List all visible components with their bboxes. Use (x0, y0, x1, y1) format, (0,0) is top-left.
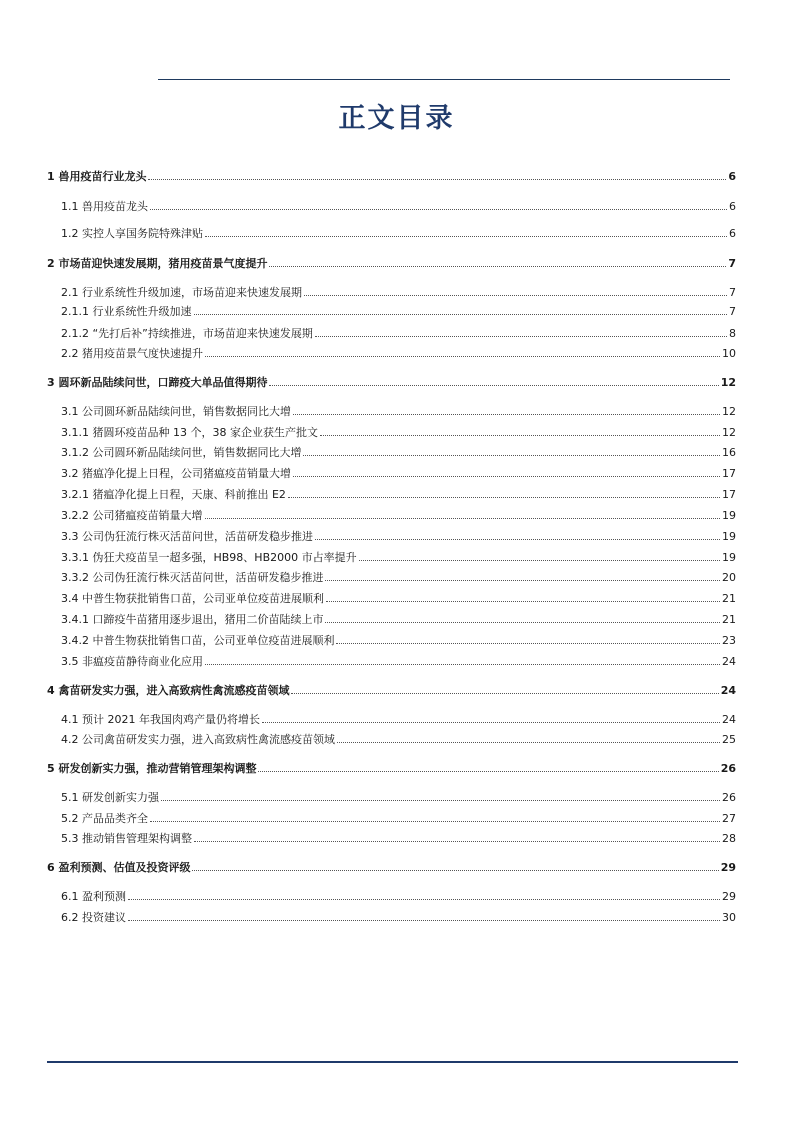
toc-entry-label: 1.2 实控人享国务院特殊津贴 (61, 227, 203, 240)
toc-entry-label: 3.4 中普生物获批销售口苗，公司亚单位疫苗进展顺利 (61, 592, 324, 605)
toc-entry-page-number: 26 (720, 762, 736, 775)
toc-entry-label: 1.1 兽用疫苗龙头 (61, 200, 148, 213)
toc-entry-label: 6.1 盈利预测 (61, 890, 126, 903)
toc-entry[interactable] (61, 467, 736, 480)
toc-entry-label: 3 圆环新品陆续问世，口蹄疫大单品值得期待 (47, 376, 268, 389)
toc-entry[interactable] (61, 426, 736, 439)
toc-entry[interactable] (61, 655, 736, 668)
dot-leader (293, 413, 720, 415)
dot-leader (205, 517, 721, 519)
toc-entry-label: 3.4.2 中普生物获批销售口苗，公司亚单位疫苗进展顺利 (61, 634, 335, 647)
dot-leader (194, 313, 728, 315)
dot-leader (150, 820, 720, 822)
dot-leader (336, 642, 720, 644)
toc-entry[interactable] (61, 227, 736, 240)
toc-entry-page-number: 24 (722, 713, 736, 726)
toc-entry-page-number: 8 (729, 327, 736, 340)
toc-entry-page-number: 7 (729, 286, 736, 299)
toc-entry-page-number: 30 (722, 911, 736, 924)
dot-leader (269, 265, 726, 267)
page-title: 正文目录 (338, 103, 455, 134)
toc-entry[interactable] (47, 684, 736, 697)
toc-entry-label: 2.1.2 “先打后补”持续推进，市场苗迎来快速发展期 (61, 327, 313, 340)
toc-entry-label: 6 盈利预测、估值及投资评级 (47, 861, 191, 874)
toc-entry-label: 3.1.2 公司圆环新品陆续问世，销售数据同比大增 (61, 446, 302, 459)
toc-entry-label: 3.2.2 公司猪瘟疫苗销量大增 (61, 509, 203, 522)
dot-leader (262, 721, 720, 723)
dot-leader (288, 496, 720, 498)
toc-entry-page-number: 7 (728, 257, 736, 270)
dot-leader (269, 384, 718, 386)
toc-entry-page-number: 6 (729, 227, 736, 240)
dot-leader (326, 600, 720, 602)
toc-entry-label: 6.2 投资建议 (61, 911, 126, 924)
dot-leader (148, 178, 726, 180)
bottom-rule (47, 1061, 738, 1063)
toc-entry-page-number: 23 (722, 634, 736, 647)
toc-entry[interactable] (61, 286, 736, 299)
toc-entry-page-number: 29 (720, 861, 736, 874)
toc-entry-page-number: 12 (720, 376, 736, 389)
toc-entry-label: 1 兽用疫苗行业龙头 (47, 170, 147, 183)
dot-leader (315, 538, 720, 540)
toc-entry-label: 2 市场苗迎快速发展期，猪用疫苗景气度提升 (47, 257, 268, 270)
toc-entry[interactable] (61, 327, 736, 340)
dot-leader (192, 869, 718, 871)
dot-leader (304, 294, 727, 296)
toc-entry[interactable] (61, 791, 736, 804)
toc-entry-label: 3.4.1 口蹄疫牛苗猪用逐步退出，猪用二价苗陆续上市 (61, 613, 324, 626)
toc-entry-page-number: 16 (722, 446, 736, 459)
toc-entry-label: 2.1.1 行业系统性升级加速 (61, 305, 192, 318)
toc-entry-label: 4 禽苗研发实力强，进入高致病性禽流感疫苗领域 (47, 684, 290, 697)
dot-leader (293, 475, 720, 477)
toc-entry-page-number: 24 (720, 684, 736, 697)
dot-leader (128, 898, 720, 900)
toc-entry[interactable] (61, 890, 736, 903)
toc-entry-page-number: 28 (722, 832, 736, 845)
toc-entry[interactable] (61, 713, 736, 726)
toc-entry-label: 4.1 预计 2021 年我国肉鸡产量仍将增长 (61, 713, 260, 726)
toc-entry[interactable] (61, 200, 736, 213)
toc-entry-label: 3.1.1 猪圆环疫苗品种 13 个，38 家企业获生产批文 (61, 426, 318, 439)
toc-entry-label: 3.3.2 公司伪狂流行株灭活苗问世，活苗研发稳步推进 (61, 571, 324, 584)
toc-entry-label: 5 研发创新实力强，推动营销管理架构调整 (47, 762, 257, 775)
toc-entry-page-number: 19 (722, 509, 736, 522)
dot-leader (194, 840, 720, 842)
dot-leader (205, 663, 720, 665)
toc-entry[interactable] (61, 446, 736, 459)
toc-entry-page-number: 21 (722, 592, 736, 605)
dot-leader (161, 799, 720, 801)
toc-entry-page-number: 19 (722, 551, 736, 564)
toc-entry-page-number: 19 (722, 530, 736, 543)
dot-leader (320, 434, 720, 436)
toc-entry-page-number: 25 (722, 733, 736, 746)
dot-leader (359, 559, 720, 561)
dot-leader (150, 208, 727, 210)
toc-entry[interactable] (61, 911, 736, 924)
toc-entry-label: 4.2 公司禽苗研发实力强，进入高致病性禽流感疫苗领域 (61, 733, 335, 746)
toc-entry-page-number: 20 (722, 571, 736, 584)
dot-leader (337, 741, 720, 743)
dot-leader (205, 235, 727, 237)
dot-leader (258, 770, 718, 772)
toc-entry-label: 3.3 公司伪狂流行株灭活苗问世，活苗研发稳步推进 (61, 530, 313, 543)
toc-entry-page-number: 12 (722, 405, 736, 418)
toc-entry[interactable] (61, 488, 736, 501)
toc-entry[interactable] (61, 592, 736, 605)
toc-entry-page-number: 29 (722, 890, 736, 903)
toc-entry[interactable] (61, 509, 736, 522)
toc-entry-label: 3.3.1 伪狂犬疫苗呈一超多强，HB98、HB2000 市占率提升 (61, 551, 357, 564)
dot-leader (205, 355, 720, 357)
dot-leader (325, 579, 720, 581)
toc-entry-label: 3.2.1 猪瘟净化提上日程，天康、科前推出 E2 (61, 488, 286, 501)
toc-entry[interactable] (61, 551, 736, 564)
dot-leader (325, 621, 720, 623)
toc-entry-label: 3.2 猪瘟净化提上日程，公司猪瘟疫苗销量大增 (61, 467, 291, 480)
dot-leader (291, 692, 718, 694)
toc-entry-label: 3.5 非瘟疫苗静待商业化应用 (61, 655, 203, 668)
toc-entry[interactable] (61, 305, 736, 318)
toc-entry[interactable] (61, 832, 736, 845)
toc-entry-page-number: 17 (722, 467, 736, 480)
toc-entry-page-number: 12 (722, 426, 736, 439)
toc-entry-page-number: 7 (729, 305, 736, 318)
toc-entry-page-number: 27 (722, 812, 736, 825)
toc-entry[interactable] (47, 170, 736, 183)
toc-entry-page-number: 6 (729, 200, 736, 213)
toc-entry[interactable] (61, 571, 736, 584)
toc-entry[interactable] (61, 613, 736, 626)
toc-entry-page-number: 24 (722, 655, 736, 668)
toc-entry-label: 5.2 产品品类齐全 (61, 812, 148, 825)
toc-entry-page-number: 6 (728, 170, 736, 183)
toc-entry[interactable] (47, 762, 736, 775)
toc-entry-label: 5.1 研发创新实力强 (61, 791, 159, 804)
toc-entry-label: 2.1 行业系统性升级加速，市场苗迎来快速发展期 (61, 286, 302, 299)
toc-entry-label: 2.2 猪用疫苗景气度快速提升 (61, 347, 203, 360)
toc-entry[interactable] (61, 634, 736, 647)
toc-entry[interactable] (61, 733, 736, 746)
toc-entry[interactable] (61, 405, 736, 418)
toc-entry-page-number: 26 (722, 791, 736, 804)
dot-leader (315, 335, 727, 337)
toc-entry-label: 5.3 推动销售管理架构调整 (61, 832, 192, 845)
toc-entry[interactable] (61, 347, 736, 360)
toc-entry-page-number: 21 (722, 613, 736, 626)
toc-entry-label: 3.1 公司圆环新品陆续问世，销售数据同比大增 (61, 405, 291, 418)
dot-leader (128, 919, 720, 921)
toc-entry[interactable] (47, 257, 736, 270)
toc-entry[interactable] (61, 812, 736, 825)
toc-entry-page-number: 17 (722, 488, 736, 501)
toc-entry-page-number: 10 (722, 347, 736, 360)
toc-entry[interactable] (47, 376, 736, 389)
toc-entry[interactable] (47, 861, 736, 874)
dot-leader (303, 454, 720, 456)
toc-entry[interactable] (61, 530, 736, 543)
